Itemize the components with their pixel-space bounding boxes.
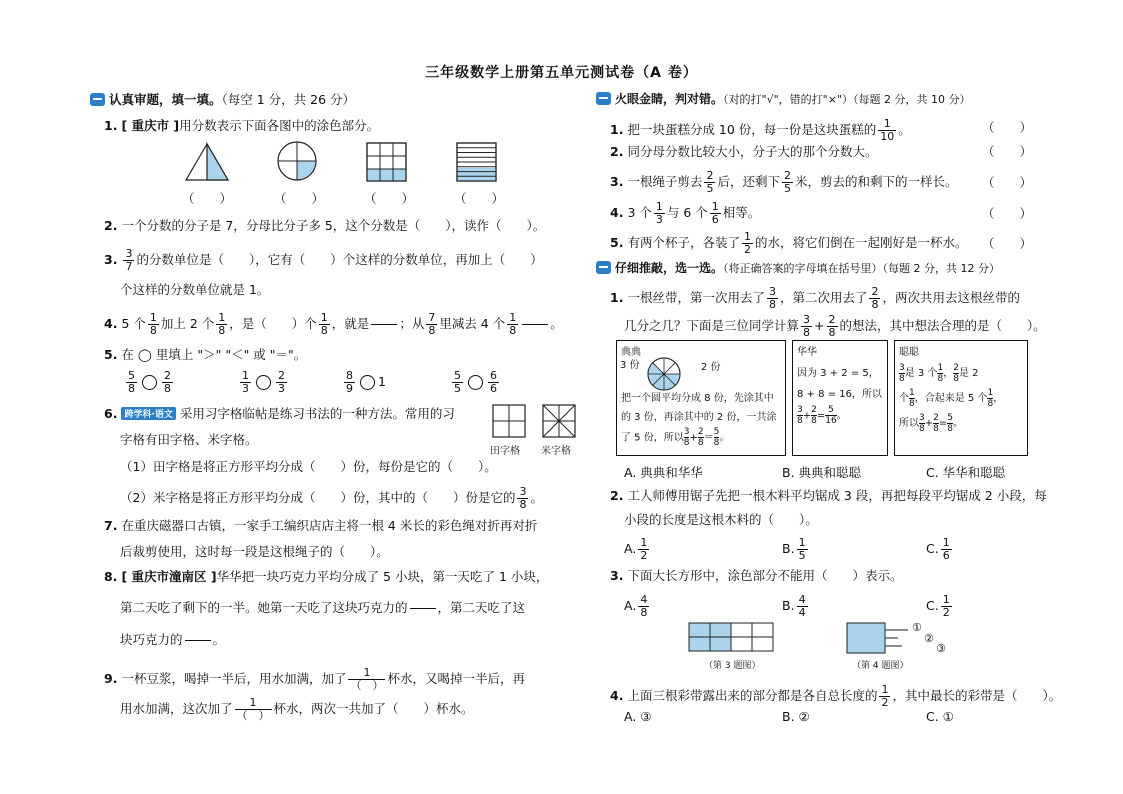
reasoning-box-huahua [792, 340, 888, 456]
question-number: 5. [104, 347, 118, 362]
question-number: 8. [104, 569, 118, 584]
heading-text: 认真审题，填一填。 [109, 92, 222, 107]
question-9: 9. 一杯豆浆，喝掉一半后，用水加满，加了 $\frac{1}{( )}$ 杯水，又喝掉一半后，再 [104, 666, 525, 692]
blank-fraction[interactable] [185, 630, 211, 651]
question-5 [104, 345, 306, 363]
option-a[interactable]: A. $\frac{4}{8}$ [624, 593, 648, 619]
ribbon-mark: ① [912, 621, 922, 634]
compare-circle[interactable] [142, 375, 157, 390]
tf-question: 4. 3 个 $\frac{1}{3}$ 与 6 个 $\frac{1}{6}$ 相等。 [610, 200, 761, 226]
circle-label: 3 份 [620, 360, 640, 371]
compare-item: $\frac{1}{3}$ $\frac{2}{3}$ [242, 369, 285, 395]
grid-figure [366, 142, 408, 182]
grid-label: 米字格 [541, 446, 571, 457]
question-2 [104, 216, 545, 234]
circle-figure [276, 140, 318, 182]
compare-item: $\frac{8}{9}$ 1 [346, 369, 386, 395]
compare-circle[interactable] [256, 375, 271, 390]
sub-question: （2）米字格是将正方形平均分成（ ）份，其中的（ ）份是它的 $\frac{3}{8}$ 。 [120, 485, 543, 511]
option-b[interactable]: B. $\frac{1}{5}$ [782, 536, 806, 562]
option-b[interactable]: B. ② [782, 709, 810, 724]
blank-fraction[interactable] [371, 314, 397, 335]
question-text: 用分数表示下面各图中的涂色部分。 [179, 118, 380, 133]
option-c[interactable]: C. ① [926, 709, 954, 724]
region-tag: [ 重庆市 ] [121, 118, 180, 133]
answer-blank[interactable]: （ ） [982, 120, 1033, 135]
answer-blank[interactable]: （ ） [982, 144, 1033, 159]
question-text: 采用习字格临帖是练习书法的一种方法。常用的习 [179, 406, 455, 421]
question-number: 9. [104, 671, 118, 686]
pie-eighths-figure [646, 356, 682, 392]
question-3 [104, 248, 543, 273]
circle-label: 2 份 [701, 362, 721, 373]
compare-circle[interactable] [360, 375, 375, 390]
fraction: $\frac{1}{8}$ [320, 311, 328, 337]
sub-question: （1）田字格是将正方形平均分成（ ）份，每份是它的（ ）。 [120, 459, 497, 474]
question-8 [104, 567, 548, 585]
reasoning-box-diandian [616, 340, 786, 456]
answer-blank[interactable]: （ ） [364, 191, 415, 206]
fraction: $\frac{1}{8}$ [149, 311, 157, 337]
question-text: 的分数单位是（ ），它有（ ）个这样的分数单位，再加上（ ） [136, 252, 543, 267]
ribbon-mark: ③ [936, 642, 946, 655]
blank-fraction[interactable] [410, 598, 436, 619]
tf-question: 1. 把一块蛋糕分成 10 份，每一份是这块蛋糕的 $\frac{1}{10}$ 。 [610, 117, 911, 143]
question-text-cont: 第二天吃了剩下的一半。她第一天吃了这块巧克力的 ，第二天吃了这 [120, 598, 525, 619]
question-4: 4. 5 个 $\frac{1}{8}$ 加上 2 个 $\frac{1}{8}$ ，是（ ）个 $\frac{1}{8}$ ，就是 ；从 $\frac{7}{8}$ 里减去 4 个 $\frac{1}{8}$ 。 [104, 311, 563, 337]
answer-blank[interactable]: （ ） [982, 236, 1033, 251]
section-icon [596, 92, 611, 105]
student-name: 聪聪 [899, 347, 919, 358]
option-c[interactable]: C. $\frac{1}{2}$ [926, 593, 950, 619]
section-heading-choice: 仔细推敲，选一选。（将正确答案的字母填在括号里）（每题 2 分，共 12 分） [596, 259, 1000, 276]
subject-tag: 跨学科·语文 [121, 407, 175, 420]
reasoning-text: 因为 3 + 2 = 5， 8 + 8 = 16，所以 $\frac{3}{8}$ + $\frac{2}{8}$ = $\frac{5}{16}$ 。 [797, 368, 882, 426]
option-c[interactable]: C. 华华和聪聪 [926, 465, 1006, 480]
section-heading-truefalse: 火眼金睛，判对错。（对的打"√"，错的打"×"）（每题 2 分，共 10 分） [596, 90, 970, 107]
choice-question-1: 1. 一根丝带，第一次用去了 $\frac{3}{8}$ ，第二次用去了 $\frac{2}{8}$ ，两次共用去这根丝带的 [610, 285, 1020, 311]
question-number: 6. [104, 406, 118, 421]
tf-question: 5. 有两个杯子，各装了 $\frac{1}{2}$ 的水，将它们倒在一起刚好是一杯水。 [610, 230, 968, 256]
triangle-figure [184, 142, 230, 182]
answer-blank[interactable]: （ ） [182, 191, 233, 206]
fraction: $\frac{3}{7}$ [125, 247, 133, 273]
question-6 [104, 404, 455, 422]
question-text: 华华把一块巧克力平均分成了 5 小块，第一天吃了 1 小块， [216, 569, 549, 584]
compare-circle[interactable] [468, 375, 483, 390]
question-text-cont: 字格有田字格、米字格。 [120, 432, 258, 447]
question-text-cont: 块巧克力的 。 [120, 630, 225, 651]
question-7 [104, 516, 537, 534]
tian-grid-icon [492, 404, 526, 438]
choice-question-1-cont: 几分之几？下面是三位同学计算 $\frac{3}{8}$ + $\frac{2}{8}$ 的想法，其中想法合理的是（ ）。 [624, 313, 1046, 339]
choice-question-4: 4. 上面三根彩带露出来的部分都是各自总长度的 $\frac{1}{2}$ ，其中最长的彩带是（ ）。 [610, 683, 1062, 709]
mi-grid-icon [542, 404, 576, 438]
answer-blank[interactable]: （ ） [274, 191, 325, 206]
section-icon [90, 93, 105, 106]
question-number: 1. [104, 118, 118, 133]
striped-rect-figure [456, 142, 498, 182]
fraction: $\frac{7}{8}$ [428, 311, 436, 337]
section-heading-fill [90, 90, 355, 108]
figure-caption: （第 3 题图） [704, 661, 761, 671]
choice-question-3: 3. 下面大长方形中，涂色部分不能用（ ）表示。 [610, 568, 903, 583]
q3-rect-figure [688, 622, 776, 654]
answer-blank[interactable]: （ ） [454, 191, 505, 206]
reasoning-text: 把一个圆平均分成 8 份，先涂其中 的 3 份，再涂其中的 2 份，一共涂 了 5 份，所以 $\frac{3}{8}$ + $\frac{2}{8}$ ＝ $\frac{5}{8}$ 。 [621, 393, 777, 448]
ribbon-mark: ② [924, 632, 934, 645]
option-a[interactable]: A. $\frac{1}{2}$ [624, 536, 648, 562]
question-text-cont: 用水加满，这次加了 $\frac{1}{( )}$ 杯水，两次一共加了（ ）杯水。 [120, 696, 474, 722]
question-text-cont: 个这样的分数单位就是 1。 [120, 282, 270, 297]
heading-note: （每空 1 分，共 26 分） [221, 92, 356, 107]
question-text: 在 ◯ 里填上 "＞" "＜" 或 "＝"。 [121, 347, 307, 362]
question-text: 在重庆磁器口古镇，一家手工编织店店主将一根 4 米长的彩色绳对折再对折 [121, 518, 538, 533]
compare-item: $\frac{5}{8}$ $\frac{2}{8}$ [128, 369, 171, 395]
blank-fraction[interactable] [522, 314, 548, 335]
answer-blank[interactable]: （ ） [982, 175, 1033, 190]
reasoning-box-congcong [894, 340, 1028, 456]
region-tag: [ 重庆市潼南区 ] [121, 569, 217, 584]
student-name: 华华 [797, 347, 817, 358]
question-number: 2. [104, 218, 118, 233]
page-title: 三年级数学上册第五单元测试卷（A 卷） [425, 65, 698, 81]
question-1 [104, 116, 379, 134]
option-a[interactable]: A. 典典和华华 [624, 465, 703, 480]
question-text-cont: 后裁剪使用，这时每一段是这根绳子的（ ）。 [120, 544, 389, 559]
fraction: $\frac{1}{8}$ [218, 311, 226, 337]
question-number: 4. [104, 316, 118, 331]
question-number: 7. [104, 518, 118, 533]
option-a[interactable]: A. ③ [624, 709, 652, 724]
tf-question: 2. 同分母分数比较大小，分子大的那个分数大。 [610, 144, 878, 159]
reasoning-text: $\frac{3}{8}$ 是 3 个 $\frac{1}{8}$ ， $\frac{2}{8}$ 是 2 个 $\frac{1}{8}$ ，合起来是 5 个 $\frac{1}{8}$ ， 所以 $\frac{3}{8}$ + $\frac{2}{8}$ = $\frac{5}{8}$ 。 [899, 362, 1004, 434]
section-icon [596, 261, 611, 274]
choice-question-2-cont: 小段的长度是这根木料的（ ）。 [624, 512, 818, 527]
choice-question-2: 2. 工人师傅用锯子先把一根木料平均锯成 3 段，再把每段平均锯成 2 小段，每 [610, 488, 1047, 503]
student-name: 典典 [621, 347, 641, 358]
question-number: 3. [104, 252, 118, 267]
option-c[interactable]: C. $\frac{1}{6}$ [926, 536, 950, 562]
fraction: $\frac{1}{8}$ [509, 311, 517, 337]
grid-label: 田字格 [490, 446, 520, 457]
figure-caption: （第 4 题图） [852, 661, 909, 671]
q4-ribbon-figure [846, 620, 916, 656]
compare-item: $\frac{5}{5}$ $\frac{6}{6}$ [454, 369, 497, 395]
tf-question: 3. 一根绳子剪去 $\frac{2}{5}$ 后，还剩下 $\frac{2}{5}$ 米，剪去的和剩下的一样长。 [610, 169, 958, 195]
option-b[interactable]: B. 典典和聪聪 [782, 465, 862, 480]
answer-blank[interactable]: （ ） [982, 206, 1033, 221]
option-b[interactable]: B. $\frac{4}{4}$ [782, 593, 806, 619]
question-text: 一个分数的分子是 7，分母比分子多 5，这个分数是（ ），读作（ ）。 [121, 218, 546, 233]
